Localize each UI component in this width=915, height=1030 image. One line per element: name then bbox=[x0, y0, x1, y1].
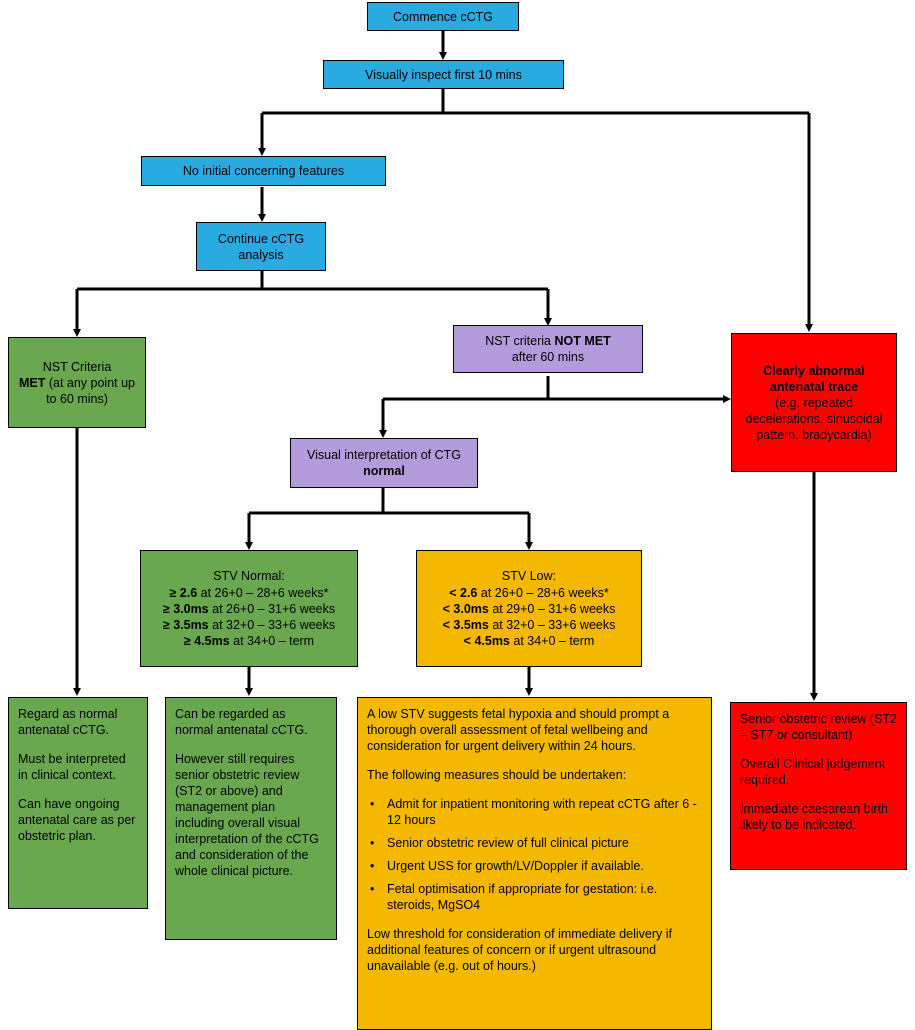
outcome-met-p2: Must be interpreted in clinical context. bbox=[18, 752, 126, 782]
measure-item: • Senior obstetric review of full clinical picture bbox=[387, 835, 702, 851]
outcome-abnormal-p3: Immediate caesarean birth likely to be indicated. bbox=[740, 802, 888, 832]
node-visually-inspect bbox=[323, 60, 564, 89]
stv-normal-line-4-bold: ≥ 4.5ms bbox=[183, 634, 230, 648]
stv-normal-line-2-rest: at 26+0 – 31+6 weeks bbox=[208, 602, 336, 616]
nst-not-met-pre: NST criteria bbox=[485, 334, 555, 348]
node-outcome-stv-normal-content bbox=[166, 698, 336, 887]
node-nst-criteria-not-met bbox=[453, 325, 643, 373]
node-outcome-stv-low bbox=[357, 697, 712, 1030]
node-no-concerning-features bbox=[141, 156, 386, 186]
visual-normal-bold: normal bbox=[363, 464, 405, 478]
stv-normal-line-4-rest: at 34+0 – term bbox=[229, 634, 315, 648]
visual-normal-pre: Visual interpretation of CTG bbox=[306, 448, 461, 462]
outcome-stv-low-measures bbox=[367, 796, 702, 913]
node-outcome-nst-met-content bbox=[9, 698, 147, 852]
node-stv-normal-content bbox=[141, 568, 357, 649]
abnormal-detail: (e.g. repeated decelerations, sinusoidal pattern, bradycardia) bbox=[745, 395, 883, 442]
stv-normal-line-3 bbox=[145, 617, 353, 633]
nst-not-met-post: after 60 mins bbox=[511, 350, 585, 364]
outcome-stv-low-p2: The following measures should be undertaken: bbox=[367, 768, 627, 782]
stv-low-line-1-rest: at 26+0 – 28+6 weeks* bbox=[477, 586, 609, 600]
nst-not-met-bold: NOT MET bbox=[554, 334, 611, 348]
stv-normal-title: STV Normal: bbox=[213, 569, 285, 583]
outcome-stv-low-p1: A low STV suggests fetal hypoxia and should prompt a thorough overall assessment of fetal wellbeing and consideration for urgent delivery within 24 hours. bbox=[367, 707, 670, 753]
outcome-met-p3: Can have ongoing antenatal care as per obstetric plan. bbox=[18, 797, 136, 843]
node-outcome-stv-normal bbox=[165, 697, 337, 940]
node-nst-criteria-not-met-label bbox=[454, 333, 642, 365]
nst-met-bold: MET bbox=[18, 375, 46, 390]
measure-item: • Fetal optimisation if appropriate for gestation: i.e. steroids, MgSO4 bbox=[387, 881, 702, 913]
abnormal-bold1: Clearly abnormal bbox=[763, 363, 865, 378]
stv-normal-line-2-bold: ≥ 3.0ms bbox=[162, 602, 209, 616]
node-visual-interpretation-normal bbox=[290, 438, 478, 488]
stv-low-line-1-bold: < 2.6 bbox=[449, 586, 478, 600]
node-commence-cctg bbox=[367, 2, 519, 31]
node-clearly-abnormal-trace bbox=[731, 333, 897, 472]
node-nst-criteria-met bbox=[8, 337, 146, 428]
stv-low-line-2-bold: < 3.0ms bbox=[442, 602, 489, 616]
node-outcome-abnormal bbox=[730, 702, 907, 870]
outcome-abnormal-p1: Senior obstetric review (ST2 – ST7 or consultant) bbox=[740, 712, 898, 742]
node-visual-interpretation-normal-label bbox=[291, 447, 477, 479]
measure-item: • Admit for inpatient monitoring with repeat cCTG after 6 - 12 hours bbox=[387, 796, 702, 828]
node-outcome-nst-met bbox=[8, 697, 148, 909]
stv-low-line-4-bold: < 4.5ms bbox=[463, 634, 510, 648]
stv-low-line-3-rest: at 32+0 – 33+6 weeks bbox=[488, 618, 616, 632]
stv-low-title: STV Low: bbox=[501, 569, 557, 583]
stv-low-line-4-rest: at 34+0 – term bbox=[509, 634, 595, 648]
node-commence-cctg-label: Commence cCTG bbox=[392, 9, 494, 24]
stv-normal-line-3-rest: at 32+0 – 33+6 weeks bbox=[208, 618, 336, 632]
stv-low-line-3-bold: < 3.5ms bbox=[442, 618, 489, 632]
measure-item: • Urgent USS for growth/LV/Doppler if available. bbox=[387, 858, 702, 874]
stv-low-line-2 bbox=[421, 601, 637, 617]
stv-normal-line-3-bold: ≥ 3.5ms bbox=[162, 618, 209, 632]
node-outcome-stv-low-content bbox=[358, 698, 711, 982]
node-nst-criteria-met-label bbox=[9, 359, 145, 407]
outcome-stv-low-p3: Low threshold for consideration of immediate delivery if additional features of concern or if urgent ultrasound unavailable (e.g. out of hours.) bbox=[367, 927, 673, 973]
stv-normal-line-1 bbox=[145, 585, 353, 601]
stv-normal-line-4 bbox=[145, 633, 353, 649]
stv-normal-line-2 bbox=[145, 601, 353, 617]
node-stv-low bbox=[416, 550, 642, 667]
node-no-concerning-features-label: No initial concerning features bbox=[182, 164, 345, 178]
stv-low-line-2-rest: at 29+0 – 31+6 weeks bbox=[488, 602, 616, 616]
abnormal-bold2: antenatal trace bbox=[769, 379, 859, 394]
outcome-stv-normal-p1: Can be regarded as normal antenatal cCTG. bbox=[175, 707, 308, 737]
stv-normal-line-1-rest: at 26+0 – 28+6 weeks* bbox=[197, 586, 329, 600]
nst-met-line2: (at any point up to 60 mins) bbox=[46, 375, 136, 406]
stv-normal-line-1-bold: ≥ 2.6 bbox=[169, 586, 198, 600]
node-outcome-abnormal-content bbox=[731, 703, 906, 841]
outcome-abnormal-p2: Overall Clinical judgement required. bbox=[740, 757, 886, 787]
node-clearly-abnormal-trace-label bbox=[732, 363, 896, 443]
node-continue-cctg-analysis bbox=[196, 222, 326, 271]
node-visually-inspect-label: Visually inspect first 10 mins bbox=[365, 67, 522, 82]
nst-met-line1: NST Criteria bbox=[42, 359, 112, 374]
outcome-met-p1: Regard as normal antenatal cCTG. bbox=[18, 707, 118, 737]
node-stv-low-content bbox=[417, 568, 641, 649]
stv-low-line-1 bbox=[421, 585, 637, 601]
node-stv-normal bbox=[140, 550, 358, 667]
stv-low-line-3 bbox=[421, 617, 637, 633]
stv-low-line-4 bbox=[421, 633, 637, 649]
outcome-stv-normal-p2: However still requires senior obstetric review (ST2 or above) and management plan including overall visual interpretation of the cCTG and consideration of the whole clinical picture. bbox=[175, 752, 319, 878]
node-continue-cctg-analysis-label: Continue cCTG analysis bbox=[217, 231, 305, 262]
